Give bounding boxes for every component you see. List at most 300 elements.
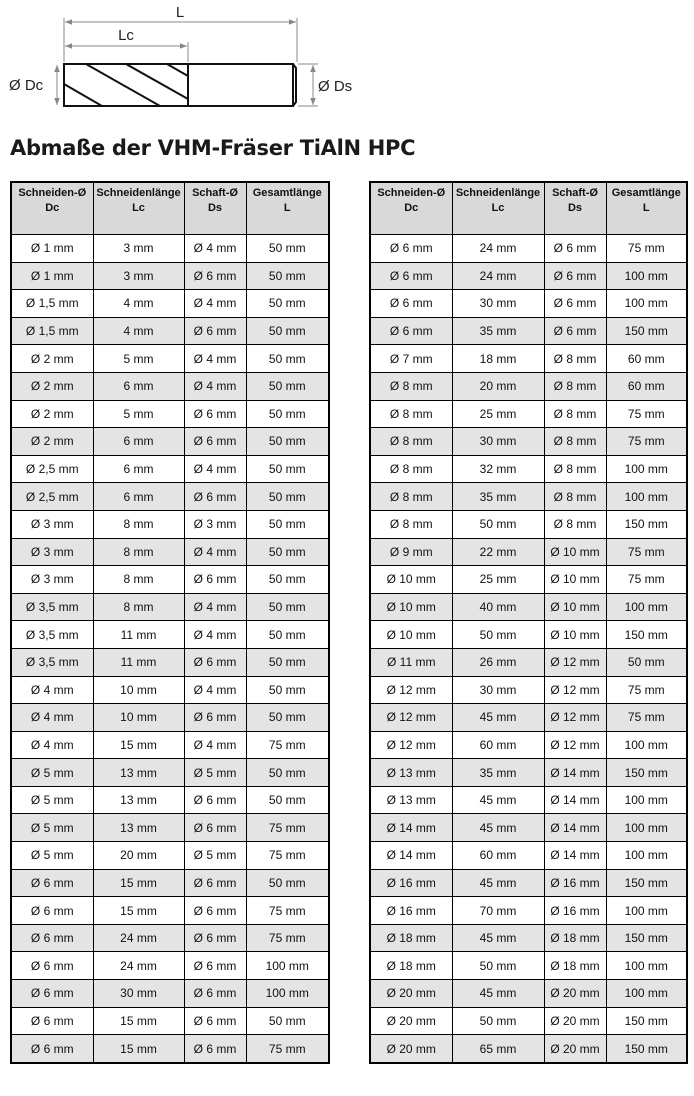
- cell-cutting-length: 13 mm: [93, 814, 184, 842]
- cell-total-length: 150 mm: [606, 924, 687, 952]
- table-row: [11, 372, 329, 400]
- cell-total-length: 100 mm: [606, 842, 687, 870]
- cell-cutting-diameter: Ø 8 mm: [370, 428, 452, 456]
- table-row: [370, 538, 687, 566]
- table-row: [11, 593, 329, 621]
- table-row: [11, 345, 329, 373]
- cell-total-length: 50 mm: [246, 455, 329, 483]
- cell-cutting-length: 26 mm: [452, 648, 544, 676]
- page-title: Abmaße der VHM-Fräser TiAlN HPC: [10, 136, 416, 160]
- column-header-label: Gesamtlänge: [252, 187, 322, 199]
- column-header-label: Gesamtlänge: [611, 187, 681, 199]
- cell-total-length: 75 mm: [606, 400, 687, 428]
- cell-total-length: 100 mm: [606, 593, 687, 621]
- cell-total-length: 75 mm: [606, 676, 687, 704]
- cell-cutting-length: 8 mm: [93, 593, 184, 621]
- cell-cutting-diameter: Ø 6 mm: [11, 924, 93, 952]
- cell-cutting-length: 5 mm: [93, 345, 184, 373]
- cell-shank-diameter: Ø 18 mm: [544, 924, 606, 952]
- cell-cutting-diameter: Ø 6 mm: [370, 262, 452, 290]
- cell-shank-diameter: Ø 8 mm: [544, 483, 606, 511]
- cell-shank-diameter: Ø 12 mm: [544, 731, 606, 759]
- table-row: [11, 676, 329, 704]
- table-row: [11, 980, 329, 1008]
- cell-cutting-diameter: Ø 4 mm: [11, 676, 93, 704]
- cell-shank-diameter: Ø 4 mm: [184, 235, 246, 263]
- cell-total-length: 60 mm: [606, 372, 687, 400]
- cell-cutting-length: 15 mm: [93, 1035, 184, 1063]
- shank-section: [188, 64, 293, 106]
- table-row: [11, 483, 329, 511]
- table-row: [11, 704, 329, 732]
- label-Dc: Ø Dc: [9, 77, 44, 94]
- table-row: [370, 510, 687, 538]
- cell-cutting-diameter: Ø 4 mm: [11, 731, 93, 759]
- cell-cutting-length: 4 mm: [93, 290, 184, 318]
- table-row: [370, 372, 687, 400]
- cell-total-length: 150 mm: [606, 1007, 687, 1035]
- column-header-cutting-diameter: [370, 182, 452, 235]
- cell-cutting-length: 45 mm: [452, 869, 544, 897]
- column-header-symbol: Lc: [132, 202, 145, 214]
- cell-shank-diameter: Ø 6 mm: [184, 1007, 246, 1035]
- cell-total-length: 75 mm: [606, 538, 687, 566]
- cell-total-length: 100 mm: [246, 980, 329, 1008]
- cell-cutting-diameter: Ø 10 mm: [370, 593, 452, 621]
- cell-cutting-length: 6 mm: [93, 455, 184, 483]
- cell-total-length: 50 mm: [246, 317, 329, 345]
- cell-cutting-diameter: Ø 8 mm: [370, 455, 452, 483]
- cell-cutting-diameter: Ø 20 mm: [370, 1035, 452, 1063]
- cell-cutting-length: 8 mm: [93, 566, 184, 594]
- cell-cutting-diameter: Ø 2,5 mm: [11, 483, 93, 511]
- cell-shank-diameter: Ø 16 mm: [544, 897, 606, 925]
- table-body: [11, 235, 329, 1063]
- column-header-label: Schneidenlänge: [96, 187, 181, 199]
- cell-shank-diameter: Ø 4 mm: [184, 538, 246, 566]
- cell-shank-diameter: Ø 6 mm: [184, 897, 246, 925]
- cell-cutting-diameter: Ø 3,5 mm: [11, 621, 93, 649]
- table-row: [370, 704, 687, 732]
- table-row: [370, 731, 687, 759]
- cell-cutting-length: 10 mm: [93, 704, 184, 732]
- cell-cutting-length: 15 mm: [93, 897, 184, 925]
- cell-shank-diameter: Ø 6 mm: [184, 980, 246, 1008]
- cell-cutting-diameter: Ø 9 mm: [370, 538, 452, 566]
- cell-cutting-diameter: Ø 6 mm: [11, 1007, 93, 1035]
- cell-cutting-diameter: Ø 1,5 mm: [11, 290, 93, 318]
- cell-cutting-diameter: Ø 13 mm: [370, 786, 452, 814]
- cell-shank-diameter: Ø 6 mm: [184, 428, 246, 456]
- cell-cutting-diameter: Ø 16 mm: [370, 869, 452, 897]
- cell-cutting-diameter: Ø 2 mm: [11, 400, 93, 428]
- table-row: [370, 648, 687, 676]
- cell-total-length: 100 mm: [606, 814, 687, 842]
- cell-shank-diameter: Ø 12 mm: [544, 676, 606, 704]
- cell-total-length: 50 mm: [606, 648, 687, 676]
- cell-total-length: 50 mm: [246, 372, 329, 400]
- table-row: [11, 1007, 329, 1035]
- cell-cutting-diameter: Ø 6 mm: [370, 235, 452, 263]
- cell-cutting-length: 50 mm: [452, 952, 544, 980]
- cell-shank-diameter: Ø 18 mm: [544, 952, 606, 980]
- cell-cutting-diameter: Ø 3 mm: [11, 538, 93, 566]
- cell-cutting-length: 35 mm: [452, 759, 544, 787]
- cell-shank-diameter: Ø 14 mm: [544, 814, 606, 842]
- column-header-symbol: Ds: [207, 202, 223, 214]
- cell-total-length: 150 mm: [606, 759, 687, 787]
- table-row: [11, 538, 329, 566]
- cell-shank-diameter: Ø 4 mm: [184, 372, 246, 400]
- cell-total-length: 150 mm: [606, 869, 687, 897]
- cell-shank-diameter: Ø 4 mm: [184, 731, 246, 759]
- cell-cutting-diameter: Ø 6 mm: [11, 869, 93, 897]
- cell-shank-diameter: Ø 6 mm: [184, 814, 246, 842]
- cell-shank-diameter: Ø 12 mm: [544, 704, 606, 732]
- cell-cutting-length: 5 mm: [93, 400, 184, 428]
- table-row: [11, 731, 329, 759]
- cell-total-length: 75 mm: [606, 704, 687, 732]
- cell-total-length: 100 mm: [246, 952, 329, 980]
- cell-cutting-diameter: Ø 2 mm: [11, 372, 93, 400]
- cell-total-length: 100 mm: [606, 290, 687, 318]
- cell-cutting-length: 60 mm: [452, 731, 544, 759]
- cell-shank-diameter: Ø 14 mm: [544, 786, 606, 814]
- table-row: [370, 676, 687, 704]
- column-header-label: Schaft-Ø: [192, 187, 238, 199]
- cell-cutting-length: 8 mm: [93, 538, 184, 566]
- table-row: [11, 235, 329, 263]
- cell-cutting-diameter: Ø 5 mm: [11, 814, 93, 842]
- label-Ds: Ø Ds: [318, 78, 353, 95]
- cell-total-length: 50 mm: [246, 428, 329, 456]
- cell-total-length: 50 mm: [246, 621, 329, 649]
- cell-shank-diameter: Ø 10 mm: [544, 538, 606, 566]
- cell-shank-diameter: Ø 6 mm: [184, 483, 246, 511]
- cell-cutting-length: 13 mm: [93, 759, 184, 787]
- table-row: [370, 1035, 687, 1063]
- column-header-label: Schneidenlänge: [455, 187, 541, 199]
- column-header-total-length: [246, 182, 329, 235]
- cell-total-length: 150 mm: [606, 510, 687, 538]
- table-body: [370, 235, 687, 1063]
- cell-cutting-length: 11 mm: [93, 621, 184, 649]
- column-header-symbol: Dc: [45, 202, 60, 214]
- cell-total-length: 50 mm: [246, 235, 329, 263]
- table-row: [11, 566, 329, 594]
- cell-cutting-length: 6 mm: [93, 372, 184, 400]
- table-row: [11, 842, 329, 870]
- cell-shank-diameter: Ø 8 mm: [544, 345, 606, 373]
- cell-shank-diameter: Ø 6 mm: [184, 786, 246, 814]
- dimension-table-left: [10, 181, 330, 1064]
- cell-shank-diameter: Ø 6 mm: [544, 317, 606, 345]
- cell-cutting-diameter: Ø 14 mm: [370, 814, 452, 842]
- cell-cutting-length: 60 mm: [452, 842, 544, 870]
- cell-total-length: 100 mm: [606, 731, 687, 759]
- cell-cutting-length: 25 mm: [452, 400, 544, 428]
- cell-cutting-length: 24 mm: [93, 924, 184, 952]
- cell-total-length: 75 mm: [606, 566, 687, 594]
- table-row: [11, 869, 329, 897]
- table-row: [370, 924, 687, 952]
- cell-cutting-length: 40 mm: [452, 593, 544, 621]
- cell-cutting-length: 15 mm: [93, 731, 184, 759]
- cell-cutting-length: 45 mm: [452, 704, 544, 732]
- cell-cutting-diameter: Ø 18 mm: [370, 952, 452, 980]
- table-row: [370, 1007, 687, 1035]
- cell-shank-diameter: Ø 4 mm: [184, 455, 246, 483]
- cell-cutting-length: 24 mm: [93, 952, 184, 980]
- cell-shank-diameter: Ø 10 mm: [544, 621, 606, 649]
- table-row: [370, 428, 687, 456]
- cell-total-length: 100 mm: [606, 483, 687, 511]
- cell-shank-diameter: Ø 16 mm: [544, 869, 606, 897]
- cell-cutting-diameter: Ø 12 mm: [370, 676, 452, 704]
- cell-cutting-length: 24 mm: [452, 235, 544, 263]
- cell-cutting-length: 50 mm: [452, 1007, 544, 1035]
- column-header-label: Schneiden-Ø: [377, 187, 446, 199]
- table-row: [370, 814, 687, 842]
- cell-total-length: 100 mm: [606, 952, 687, 980]
- cell-cutting-diameter: Ø 10 mm: [370, 621, 452, 649]
- cell-cutting-diameter: Ø 5 mm: [11, 759, 93, 787]
- cell-cutting-length: 6 mm: [93, 428, 184, 456]
- table-row: [370, 290, 687, 318]
- cell-shank-diameter: Ø 8 mm: [544, 510, 606, 538]
- column-header-label: Schaft-Ø: [552, 187, 598, 199]
- cell-cutting-length: 6 mm: [93, 483, 184, 511]
- table-row: [11, 428, 329, 456]
- cell-shank-diameter: Ø 4 mm: [184, 290, 246, 318]
- cell-cutting-length: 45 mm: [452, 980, 544, 1008]
- cell-cutting-diameter: Ø 6 mm: [370, 290, 452, 318]
- table-row: [370, 566, 687, 594]
- cell-shank-diameter: Ø 6 mm: [184, 924, 246, 952]
- cell-shank-diameter: Ø 6 mm: [184, 400, 246, 428]
- table-row: [370, 869, 687, 897]
- cell-cutting-length: 22 mm: [452, 538, 544, 566]
- cell-cutting-length: 35 mm: [452, 483, 544, 511]
- cell-cutting-length: 30 mm: [93, 980, 184, 1008]
- cell-shank-diameter: Ø 8 mm: [544, 455, 606, 483]
- table-header: [370, 182, 687, 235]
- cell-total-length: 50 mm: [246, 510, 329, 538]
- column-header-symbol: Lc: [491, 202, 505, 214]
- cell-cutting-diameter: Ø 12 mm: [370, 704, 452, 732]
- cell-shank-diameter: Ø 6 mm: [544, 262, 606, 290]
- cell-total-length: 50 mm: [246, 704, 329, 732]
- column-header-symbol: Dc: [404, 202, 419, 214]
- table-row: [370, 621, 687, 649]
- cell-total-length: 50 mm: [246, 676, 329, 704]
- cell-shank-diameter: Ø 14 mm: [544, 842, 606, 870]
- cell-shank-diameter: Ø 6 mm: [184, 317, 246, 345]
- cell-cutting-diameter: Ø 7 mm: [370, 345, 452, 373]
- cell-cutting-diameter: Ø 8 mm: [370, 400, 452, 428]
- cell-shank-diameter: Ø 6 mm: [184, 869, 246, 897]
- cell-cutting-length: 30 mm: [452, 428, 544, 456]
- cell-cutting-length: 45 mm: [452, 924, 544, 952]
- cell-shank-diameter: Ø 8 mm: [544, 400, 606, 428]
- table-row: [11, 814, 329, 842]
- table-row: [11, 924, 329, 952]
- table-row: [11, 510, 329, 538]
- cell-shank-diameter: Ø 4 mm: [184, 593, 246, 621]
- cell-cutting-length: 30 mm: [452, 290, 544, 318]
- cell-cutting-length: 8 mm: [93, 510, 184, 538]
- table-row: [370, 952, 687, 980]
- cell-shank-diameter: Ø 14 mm: [544, 759, 606, 787]
- cell-cutting-diameter: Ø 10 mm: [370, 566, 452, 594]
- column-header-symbol: L: [283, 202, 291, 214]
- cell-cutting-diameter: Ø 3,5 mm: [11, 593, 93, 621]
- table-row: [11, 786, 329, 814]
- cell-total-length: 100 mm: [606, 786, 687, 814]
- cell-cutting-length: 45 mm: [452, 786, 544, 814]
- table-row: [370, 483, 687, 511]
- cell-cutting-length: 11 mm: [93, 648, 184, 676]
- column-header-cutting-length: [452, 182, 544, 235]
- cell-cutting-diameter: Ø 3 mm: [11, 566, 93, 594]
- cell-total-length: 75 mm: [246, 842, 329, 870]
- cell-total-length: 150 mm: [606, 317, 687, 345]
- column-header-cutting-diameter: [11, 182, 93, 235]
- cell-shank-diameter: Ø 8 mm: [544, 428, 606, 456]
- column-header-total-length: [606, 182, 687, 235]
- cell-shank-diameter: Ø 10 mm: [544, 593, 606, 621]
- cell-total-length: 50 mm: [246, 648, 329, 676]
- cell-cutting-length: 10 mm: [93, 676, 184, 704]
- cell-cutting-length: 20 mm: [452, 372, 544, 400]
- cell-cutting-length: 3 mm: [93, 262, 184, 290]
- label-L: L: [175, 4, 185, 21]
- cell-cutting-length: 15 mm: [93, 1007, 184, 1035]
- cell-shank-diameter: Ø 12 mm: [544, 648, 606, 676]
- table-row: [11, 290, 329, 318]
- table-row: [370, 786, 687, 814]
- cell-cutting-length: 24 mm: [452, 262, 544, 290]
- cell-cutting-length: 45 mm: [452, 814, 544, 842]
- cell-total-length: 50 mm: [246, 786, 329, 814]
- table-row: [11, 317, 329, 345]
- cell-cutting-length: 4 mm: [93, 317, 184, 345]
- cell-cutting-diameter: Ø 6 mm: [370, 317, 452, 345]
- cell-shank-diameter: Ø 4 mm: [184, 621, 246, 649]
- cutting-section: [64, 64, 188, 106]
- cell-total-length: 75 mm: [606, 428, 687, 456]
- cell-cutting-diameter: Ø 2,5 mm: [11, 455, 93, 483]
- cell-cutting-length: 25 mm: [452, 566, 544, 594]
- cell-cutting-diameter: Ø 5 mm: [11, 842, 93, 870]
- column-header-cutting-length: [93, 182, 184, 235]
- table-row: [370, 897, 687, 925]
- cell-total-length: 50 mm: [246, 262, 329, 290]
- cell-total-length: 50 mm: [246, 566, 329, 594]
- label-Lc: Lc: [118, 27, 134, 44]
- cell-total-length: 50 mm: [246, 593, 329, 621]
- table-row: [11, 262, 329, 290]
- table-row: [11, 455, 329, 483]
- cell-shank-diameter: Ø 6 mm: [184, 648, 246, 676]
- cell-shank-diameter: Ø 4 mm: [184, 345, 246, 373]
- cell-cutting-length: 13 mm: [93, 786, 184, 814]
- table-row: [370, 842, 687, 870]
- cell-shank-diameter: Ø 20 mm: [544, 1035, 606, 1063]
- cell-cutting-length: 18 mm: [452, 345, 544, 373]
- cell-shank-diameter: Ø 6 mm: [184, 1035, 246, 1063]
- cell-cutting-diameter: Ø 5 mm: [11, 786, 93, 814]
- cell-total-length: 150 mm: [606, 621, 687, 649]
- cell-total-length: 50 mm: [246, 483, 329, 511]
- cell-shank-diameter: Ø 8 mm: [544, 372, 606, 400]
- cell-cutting-diameter: Ø 1 mm: [11, 262, 93, 290]
- cell-shank-diameter: Ø 5 mm: [184, 842, 246, 870]
- cell-cutting-diameter: Ø 4 mm: [11, 704, 93, 732]
- column-header-shank-diameter: [544, 182, 606, 235]
- cell-total-length: 100 mm: [606, 262, 687, 290]
- table-row: [370, 759, 687, 787]
- table-row: [11, 897, 329, 925]
- cell-total-length: 75 mm: [246, 897, 329, 925]
- cell-total-length: 75 mm: [246, 924, 329, 952]
- column-header-symbol: L: [642, 202, 650, 214]
- cell-cutting-diameter: Ø 20 mm: [370, 980, 452, 1008]
- column-header-symbol: Ds: [567, 202, 583, 214]
- cell-cutting-length: 35 mm: [452, 317, 544, 345]
- cell-cutting-diameter: Ø 20 mm: [370, 1007, 452, 1035]
- cell-total-length: 75 mm: [246, 814, 329, 842]
- cell-cutting-diameter: Ø 1 mm: [11, 235, 93, 263]
- table-row: [370, 235, 687, 263]
- cell-total-length: 50 mm: [246, 345, 329, 373]
- cell-shank-diameter: Ø 5 mm: [184, 759, 246, 787]
- cell-cutting-diameter: Ø 3,5 mm: [11, 648, 93, 676]
- table-row: [370, 317, 687, 345]
- table-row: [11, 759, 329, 787]
- cell-cutting-diameter: Ø 1,5 mm: [11, 317, 93, 345]
- cell-total-length: 50 mm: [246, 400, 329, 428]
- table-row: [11, 952, 329, 980]
- cell-total-length: 50 mm: [246, 1007, 329, 1035]
- cell-cutting-length: 32 mm: [452, 455, 544, 483]
- cell-cutting-diameter: Ø 11 mm: [370, 648, 452, 676]
- cell-cutting-diameter: Ø 6 mm: [11, 952, 93, 980]
- cell-shank-diameter: Ø 20 mm: [544, 1007, 606, 1035]
- cell-shank-diameter: Ø 3 mm: [184, 510, 246, 538]
- cell-total-length: 75 mm: [246, 1035, 329, 1063]
- cell-cutting-length: 70 mm: [452, 897, 544, 925]
- cell-shank-diameter: Ø 6 mm: [184, 262, 246, 290]
- table-row: [11, 648, 329, 676]
- cell-total-length: 100 mm: [606, 897, 687, 925]
- cell-total-length: 150 mm: [606, 1035, 687, 1063]
- cell-cutting-length: 50 mm: [452, 621, 544, 649]
- cell-cutting-length: 30 mm: [452, 676, 544, 704]
- cell-cutting-length: 3 mm: [93, 235, 184, 263]
- table-row: [11, 1035, 329, 1063]
- cell-total-length: 60 mm: [606, 345, 687, 373]
- table-row: [11, 400, 329, 428]
- cell-total-length: 50 mm: [246, 290, 329, 318]
- cell-cutting-length: 20 mm: [93, 842, 184, 870]
- cell-cutting-diameter: Ø 8 mm: [370, 510, 452, 538]
- cell-cutting-diameter: Ø 13 mm: [370, 759, 452, 787]
- cell-cutting-diameter: Ø 6 mm: [11, 980, 93, 1008]
- column-header-label: Schneiden-Ø: [18, 187, 87, 199]
- cell-shank-diameter: Ø 6 mm: [184, 566, 246, 594]
- table-header: [11, 182, 329, 235]
